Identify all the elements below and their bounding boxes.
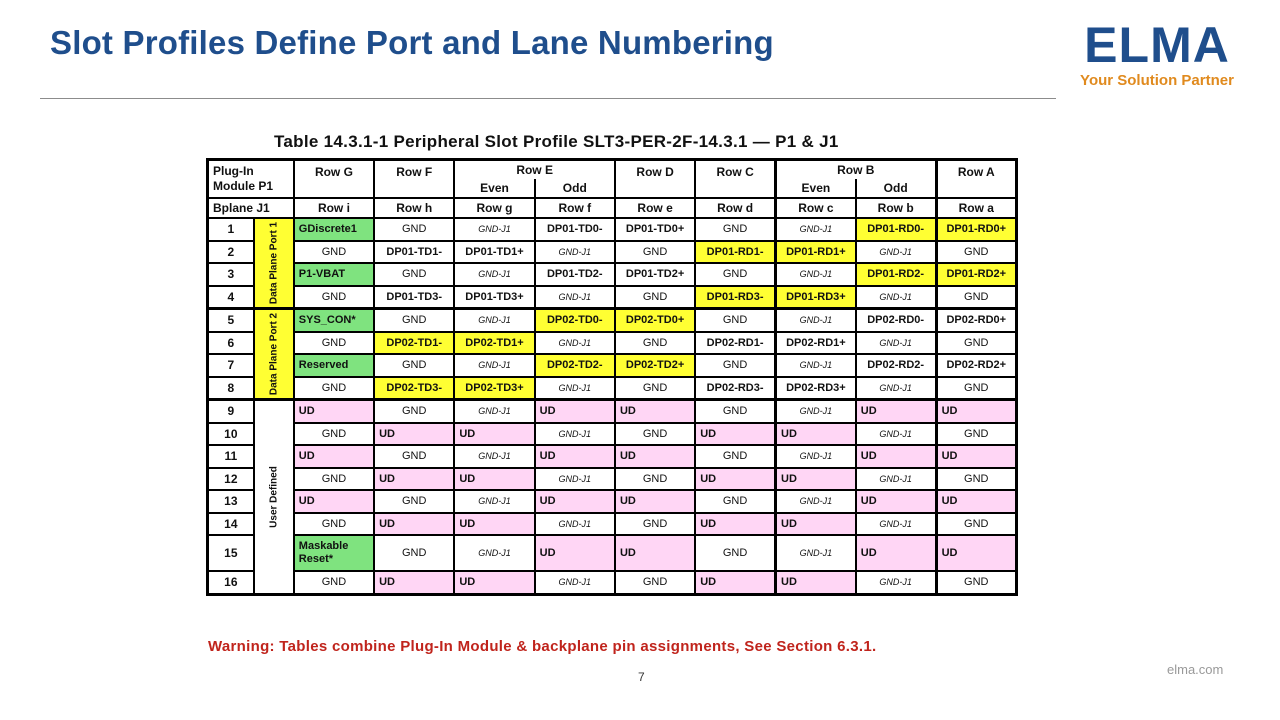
pin-cell: UD [695, 468, 775, 491]
table-row [208, 513, 1017, 536]
table-row [208, 535, 1017, 571]
bplane-col: Row f [535, 198, 615, 218]
pin-cell: DP02-RD0+ [936, 309, 1016, 332]
pin-cell: UD [695, 571, 775, 594]
pin-cell: DP01-RD3+ [776, 286, 856, 309]
pin-cell: UD [535, 490, 615, 513]
pin-cell: GND-J1 [856, 377, 936, 400]
pin-cell: DP02-TD1+ [454, 332, 534, 355]
pin-cell: UD [454, 513, 534, 536]
pin-cell: GND [615, 571, 695, 594]
pin-cell: GND-J1 [454, 263, 534, 286]
elma-logo [1072, 17, 1242, 89]
bplane-col: Row i [294, 198, 374, 218]
pin-row-number: 2 [208, 241, 254, 264]
title-divider [40, 98, 1056, 99]
pin-cell: GND [615, 332, 695, 355]
pin-cell: GND [936, 513, 1016, 536]
pin-cell: GND [374, 490, 454, 513]
bplane-col: Row b [856, 198, 936, 218]
pin-cell: UD [856, 535, 936, 571]
header-odd-e: Odd [535, 179, 615, 198]
pin-cell: GND-J1 [776, 218, 856, 241]
bplane-col: Row g [454, 198, 534, 218]
pin-cell: UD [695, 423, 775, 446]
pin-cell: UD [374, 513, 454, 536]
pin-cell: UD [936, 445, 1016, 468]
pin-cell: GND-J1 [454, 354, 534, 377]
header-even-b: Even [776, 179, 856, 198]
pin-cell: GND-J1 [776, 309, 856, 332]
pin-cell: DP01-TD0+ [615, 218, 695, 241]
table-row [208, 423, 1017, 446]
pin-cell: SYS_CON* [294, 309, 374, 332]
pin-cell: DP01-TD2+ [615, 263, 695, 286]
pin-cell: GND-J1 [856, 286, 936, 309]
pin-cell: GND [374, 309, 454, 332]
bplane-col: Row a [936, 198, 1016, 218]
pin-row-number: 6 [208, 332, 254, 355]
pin-cell: UD [294, 400, 374, 423]
pin-row-number: 8 [208, 377, 254, 400]
pin-cell: GND [695, 263, 775, 286]
pin-cell: DP01-TD1+ [454, 241, 534, 264]
plug-in-module-header: Plug-In Module P1 [208, 160, 294, 199]
pin-row-number: 16 [208, 571, 254, 594]
pin-row-number: 11 [208, 445, 254, 468]
pin-cell: GND [936, 423, 1016, 446]
table-row [208, 571, 1017, 594]
header-row-bplane [208, 198, 1017, 218]
pin-cell: GND [294, 241, 374, 264]
logo-wordmark: ELMA [1084, 17, 1230, 73]
pin-cell: DP02-RD3- [695, 377, 775, 400]
bplane-col: Row c [776, 198, 856, 218]
pin-cell: GND [936, 377, 1016, 400]
table-row [208, 354, 1017, 377]
pin-cell: UD [615, 490, 695, 513]
pin-cell: GND [294, 332, 374, 355]
group-label-cell [254, 218, 294, 309]
header-row-g: Row G [294, 160, 374, 199]
pin-cell: GND-J1 [856, 468, 936, 491]
pin-cell: UD [294, 445, 374, 468]
pin-cell: UD [776, 513, 856, 536]
pin-cell: GND [294, 571, 374, 594]
pin-cell: DP01-RD0- [856, 218, 936, 241]
pin-cell: UD [615, 400, 695, 423]
header-row-c: Row C [695, 160, 775, 199]
pin-cell: GND [294, 513, 374, 536]
pin-cell: DP02-RD1- [695, 332, 775, 355]
pin-cell: GND [936, 286, 1016, 309]
pin-cell: GND-J1 [776, 490, 856, 513]
pin-cell: GND-J1 [535, 571, 615, 594]
pin-row-number: 3 [208, 263, 254, 286]
table-row [208, 445, 1017, 468]
table-row [208, 286, 1017, 309]
pin-row-number: 1 [208, 218, 254, 241]
pin-cell: UD [936, 400, 1016, 423]
pin-cell: GND-J1 [454, 218, 534, 241]
pin-cell: DP02-TD0- [535, 309, 615, 332]
pin-cell: GND-J1 [454, 445, 534, 468]
header-row-e: Row E [454, 160, 615, 180]
pin-cell: GND-J1 [776, 535, 856, 571]
pin-cell: UD [936, 535, 1016, 571]
pin-cell: GND [294, 423, 374, 446]
pin-cell: GND-J1 [535, 423, 615, 446]
pin-cell: GND [615, 513, 695, 536]
pin-cell: DP01-TD2- [535, 263, 615, 286]
page-number: 7 [638, 670, 645, 684]
bplane-col: Row d [695, 198, 775, 218]
pin-cell: GND-J1 [856, 571, 936, 594]
header-row-d: Row D [615, 160, 695, 199]
pin-cell: DP02-TD1- [374, 332, 454, 355]
pin-cell: DP02-RD3+ [776, 377, 856, 400]
pin-cell: GND [936, 571, 1016, 594]
pin-cell: DP01-RD2+ [936, 263, 1016, 286]
pin-cell: GND-J1 [856, 513, 936, 536]
header-row-b: Row B [776, 160, 937, 180]
pin-cell: GND [615, 423, 695, 446]
pin-cell: DP02-RD2+ [936, 354, 1016, 377]
pin-cell: GND [936, 468, 1016, 491]
header-row-modules [208, 160, 1017, 180]
pin-cell: GND-J1 [454, 400, 534, 423]
group-label: Data Plane Port 2 [268, 312, 280, 396]
group-label-cell [254, 400, 294, 595]
pin-cell: DP01-RD3- [695, 286, 775, 309]
pin-row-number: 5 [208, 309, 254, 332]
pin-cell: GND [695, 400, 775, 423]
header-even-e: Even [454, 179, 534, 198]
pin-cell: GND [374, 263, 454, 286]
pin-cell: GND [695, 535, 775, 571]
pin-cell: GND [374, 445, 454, 468]
pin-cell: UD [776, 468, 856, 491]
pin-cell: GND-J1 [776, 400, 856, 423]
pin-cell: DP02-TD0+ [615, 309, 695, 332]
pin-cell: Reserved [294, 354, 374, 377]
pin-row-number: 10 [208, 423, 254, 446]
pin-cell: GND-J1 [454, 309, 534, 332]
pin-cell: GND [374, 400, 454, 423]
pin-cell: GND [695, 354, 775, 377]
pin-cell: GND [936, 332, 1016, 355]
table-row [208, 332, 1017, 355]
table-row [208, 468, 1017, 491]
pin-cell: GND [294, 468, 374, 491]
pin-cell: UD [535, 400, 615, 423]
pin-cell: UD [776, 423, 856, 446]
pin-cell: GND-J1 [776, 263, 856, 286]
table-row [208, 218, 1017, 241]
table-title: Table 14.3.1-1 Peripheral Slot Profile SLT3-PER-2F-14.3.1 — P1 & J1 [274, 132, 839, 151]
pin-row-number: 9 [208, 400, 254, 423]
pin-row-number: 12 [208, 468, 254, 491]
pin-cell: DP02-RD2- [856, 354, 936, 377]
table-row [208, 263, 1017, 286]
pin-row-number: 14 [208, 513, 254, 536]
group-label: Data Plane Port 1 [268, 221, 280, 305]
group-label-cell [254, 309, 294, 400]
pin-cell: GDiscrete1 [294, 218, 374, 241]
pin-cell: UD [695, 513, 775, 536]
pin-cell: GND [294, 286, 374, 309]
pin-cell: GND [374, 535, 454, 571]
pin-cell: GND-J1 [856, 423, 936, 446]
pin-cell: GND [695, 445, 775, 468]
pin-cell: DP02-RD1+ [776, 332, 856, 355]
pin-cell: GND [936, 241, 1016, 264]
pin-cell: UD [294, 490, 374, 513]
pin-cell: UD [454, 423, 534, 446]
pin-cell: GND-J1 [856, 332, 936, 355]
pin-cell: GND-J1 [454, 535, 534, 571]
pin-cell: GND [695, 490, 775, 513]
pin-cell: DP01-TD3- [374, 286, 454, 309]
bplane-col: Row e [615, 198, 695, 218]
footer-url: elma.com [1167, 662, 1224, 677]
pin-cell: UD [856, 490, 936, 513]
pin-cell: DP01-TD3+ [454, 286, 534, 309]
table-row [208, 241, 1017, 264]
pin-cell: DP01-RD1+ [776, 241, 856, 264]
pin-cell: UD [374, 423, 454, 446]
header-odd-b: Odd [856, 179, 936, 198]
pin-cell: UD [615, 535, 695, 571]
pin-cell: DP02-TD3- [374, 377, 454, 400]
pin-cell: UD [936, 490, 1016, 513]
pin-cell: DP01-RD1- [695, 241, 775, 264]
pin-assignment-table [206, 158, 1018, 596]
pin-cell: DP02-RD0- [856, 309, 936, 332]
pin-cell: UD [374, 468, 454, 491]
pin-cell: DP01-RD0+ [936, 218, 1016, 241]
group-label: User Defined [268, 465, 280, 528]
header-row-a: Row A [936, 160, 1016, 199]
slide-title: Slot Profiles Define Port and Lane Numbering [50, 24, 774, 61]
pin-cell: GND-J1 [535, 377, 615, 400]
pin-cell: UD [776, 571, 856, 594]
pin-cell: GND [695, 218, 775, 241]
table-row [208, 309, 1017, 332]
pin-cell: UD [454, 468, 534, 491]
pin-row-number: 15 [208, 535, 254, 571]
pin-cell: GND [374, 218, 454, 241]
pin-cell: DP02-TD2+ [615, 354, 695, 377]
pin-cell: Maskable Reset* [294, 535, 374, 571]
pin-cell: GND [615, 286, 695, 309]
pin-cell: UD [856, 400, 936, 423]
pin-cell: UD [535, 535, 615, 571]
pin-cell: DP02-TD3+ [454, 377, 534, 400]
pin-row-number: 13 [208, 490, 254, 513]
pin-cell: DP02-TD2- [535, 354, 615, 377]
pin-cell: UD [535, 445, 615, 468]
pin-cell: UD [615, 445, 695, 468]
pin-row-number: 7 [208, 354, 254, 377]
pin-cell: GND [615, 468, 695, 491]
pin-cell: GND-J1 [535, 332, 615, 355]
warning-note: Warning: Tables combine Plug-In Module & backplane pin assignments, See Section 6.3.1. [208, 638, 877, 655]
table-row [208, 490, 1017, 513]
logo-tagline: Your Solution Partner [1080, 72, 1234, 89]
pin-cell: UD [856, 445, 936, 468]
pin-cell: GND-J1 [776, 445, 856, 468]
header-row-f: Row F [374, 160, 454, 199]
pin-cell: GND [695, 309, 775, 332]
pin-row-number: 4 [208, 286, 254, 309]
pin-cell: GND [294, 377, 374, 400]
pin-cell: P1-VBAT [294, 263, 374, 286]
pin-cell: DP01-TD1- [374, 241, 454, 264]
pin-cell: GND-J1 [535, 286, 615, 309]
table-row [208, 400, 1017, 423]
pin-cell: GND-J1 [535, 468, 615, 491]
pin-cell: DP01-TD0- [535, 218, 615, 241]
pin-cell: GND-J1 [776, 354, 856, 377]
pin-cell: UD [374, 571, 454, 594]
pin-cell: DP01-RD2- [856, 263, 936, 286]
bplane-header: Bplane J1 [208, 198, 294, 218]
pin-cell: GND [615, 377, 695, 400]
table-row [208, 377, 1017, 400]
pin-cell: GND-J1 [535, 241, 615, 264]
bplane-col: Row h [374, 198, 454, 218]
pin-cell: GND [615, 241, 695, 264]
pin-cell: GND [374, 354, 454, 377]
pin-cell: GND-J1 [454, 490, 534, 513]
pin-cell: GND-J1 [856, 241, 936, 264]
pin-cell: GND-J1 [535, 513, 615, 536]
pin-cell: UD [454, 571, 534, 594]
